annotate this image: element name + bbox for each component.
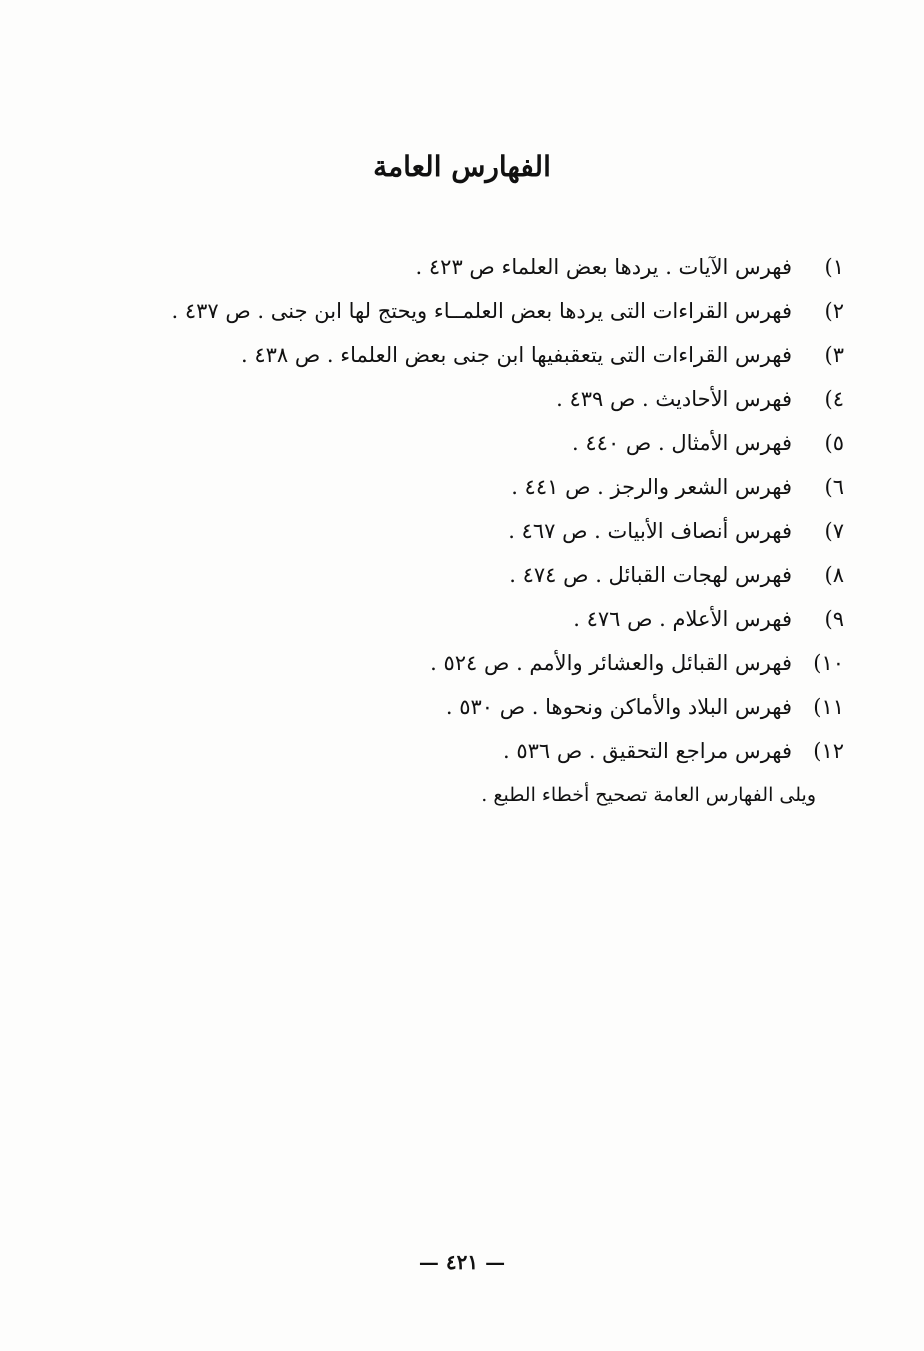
item-text: فهرس القبائل والعشائر والأمم . ص ٥٢٤ .: [430, 651, 792, 675]
item-number: ١١): [813, 695, 844, 719]
item-number: ٥): [824, 431, 844, 455]
page-number: — ٤٢١ —: [418, 1250, 506, 1274]
index-item-7: [44, 509, 844, 553]
item-text: فهرس مراجع التحقيق . ص ٥٣٦ .: [502, 739, 792, 763]
index-item-11: [44, 685, 844, 729]
item-text: فهرس الأحاديث . ص ٤٣٩ .: [556, 387, 792, 411]
item-number: ٣): [824, 343, 844, 367]
item-text: فهرس لهجات القبائل . ص ٤٧٤ .: [509, 563, 792, 587]
item-number: ٦): [824, 475, 844, 499]
index-item-5: [44, 421, 844, 465]
item-text: فهرس البلاد والأماكن ونحوها . ص ٥٣٠ .: [445, 695, 792, 719]
item-number: ٢): [824, 299, 844, 323]
index-list: [44, 245, 844, 773]
item-text: فهرس القراءات التى يردها بعض العلمــاء ويحتج لها ابن جنى . ص ٤٣٧ .: [171, 299, 792, 323]
item-text: فهرس القراءات التى يتعقبفيها ابن جنى بعض العلماء . ص ٤٣٨ .: [240, 343, 792, 367]
index-item-2: [44, 289, 844, 333]
item-text: فهرس الأعلام . ص ٤٧٦ .: [573, 607, 792, 631]
index-item-4: [44, 377, 844, 421]
item-text: فهرس الآيات . يردها بعض العلماء ص ٤٢٣ .: [415, 255, 792, 279]
item-text: فهرس الأمثال . ص ٤٤٠ .: [572, 431, 792, 455]
index-item-1: [44, 245, 844, 289]
item-number: ١٢): [813, 739, 844, 763]
item-number: ١٠): [813, 651, 844, 675]
index-item-12: [44, 729, 844, 773]
page-title: الفهارس العامة: [373, 150, 551, 183]
closing-note: ويلى الفهارس العامة تصحيح أخطاء الطبع .: [481, 784, 816, 806]
index-item-9: [44, 597, 844, 641]
index-item-6: [44, 465, 844, 509]
item-number: ٨): [824, 563, 844, 587]
item-number: ٩): [824, 607, 844, 631]
item-number: ٤): [824, 387, 844, 411]
index-item-8: [44, 553, 844, 597]
index-item-10: [44, 641, 844, 685]
item-number: ١): [824, 255, 844, 279]
item-text: فهرس أنصاف الأبيات . ص ٤٦٧ .: [508, 519, 792, 543]
index-item-3: [44, 333, 844, 377]
item-text: فهرس الشعر والرجز . ص ٤٤١ .: [511, 475, 792, 499]
item-number: ٧): [824, 519, 844, 543]
